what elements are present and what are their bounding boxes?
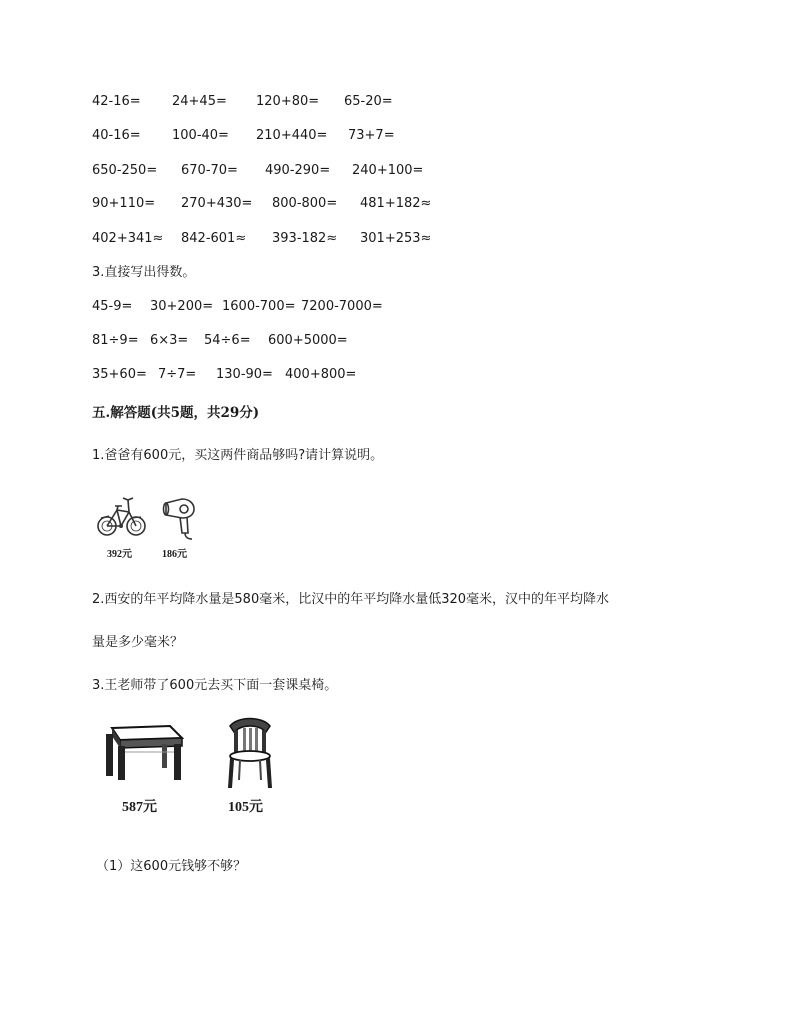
expr: 301+253≈ <box>360 231 432 246</box>
expr: 240+100= <box>352 163 424 178</box>
direct-title: 3.直接写出得数。 <box>92 265 196 280</box>
chair-price: 105元 <box>228 800 263 815</box>
expr: 670-70= <box>181 163 238 178</box>
expr: 6×3= <box>150 333 189 348</box>
expr: 393-182≈ <box>272 231 338 246</box>
expr: 42-16= <box>92 94 141 109</box>
q2-line-2: 量是多少毫米？ <box>92 635 184 650</box>
expr: 24+45= <box>172 94 227 109</box>
expr: 40-16= <box>92 128 141 143</box>
dryer-price: 186元 <box>162 549 187 560</box>
expr: 650-250= <box>92 163 158 178</box>
expr: 7÷7= <box>158 367 197 382</box>
expr: 65-20= <box>344 94 393 109</box>
expr: 7200-7000= <box>301 299 383 314</box>
expr: 130-90= <box>216 367 273 382</box>
expr: 481+182≈ <box>360 196 432 211</box>
bike-price: 392元 <box>107 549 132 560</box>
section-heading: 五.解答题(共5题，共29分) <box>92 405 260 421</box>
q3-text: 3.王老师带了600元去买下面一套课桌椅。 <box>92 678 338 693</box>
expr: 100-40= <box>172 128 229 143</box>
expr: 54÷6= <box>204 333 251 348</box>
hair-dryer-icon <box>162 495 198 541</box>
expr: 35+60= <box>92 367 147 382</box>
expr: 842-601≈ <box>181 231 247 246</box>
expr: 45-9= <box>92 299 133 314</box>
q3-sub-1: （1）这600元钱够不够？ <box>96 859 247 874</box>
expr: 400+800= <box>285 367 357 382</box>
expr: 30+200= <box>150 299 214 314</box>
expr: 81÷9= <box>92 333 139 348</box>
expr: 73+7= <box>348 128 395 143</box>
expr: 1600-700= <box>222 299 296 314</box>
expr: 90+110= <box>92 196 156 211</box>
q1-text: 1.爸爸有600元，买这两件商品够吗?请计算说明。 <box>92 448 384 463</box>
expr: 120+80= <box>256 94 320 109</box>
chair-icon <box>224 716 276 790</box>
expr: 402+341≈ <box>92 231 164 246</box>
expr: 270+430= <box>181 196 253 211</box>
expr: 800-800= <box>272 196 338 211</box>
expr: 600+5000= <box>268 333 348 348</box>
q2-line-1: 2.西安的年平均降水量是580毫米，比汉中的年平均降水量低320毫米，汉中的年平均降水 <box>92 592 610 607</box>
expr: 210+440= <box>256 128 328 143</box>
desk-price: 587元 <box>122 800 157 815</box>
expr: 490-290= <box>265 163 331 178</box>
bicycle-icon <box>95 490 149 542</box>
desk-icon <box>104 722 184 782</box>
